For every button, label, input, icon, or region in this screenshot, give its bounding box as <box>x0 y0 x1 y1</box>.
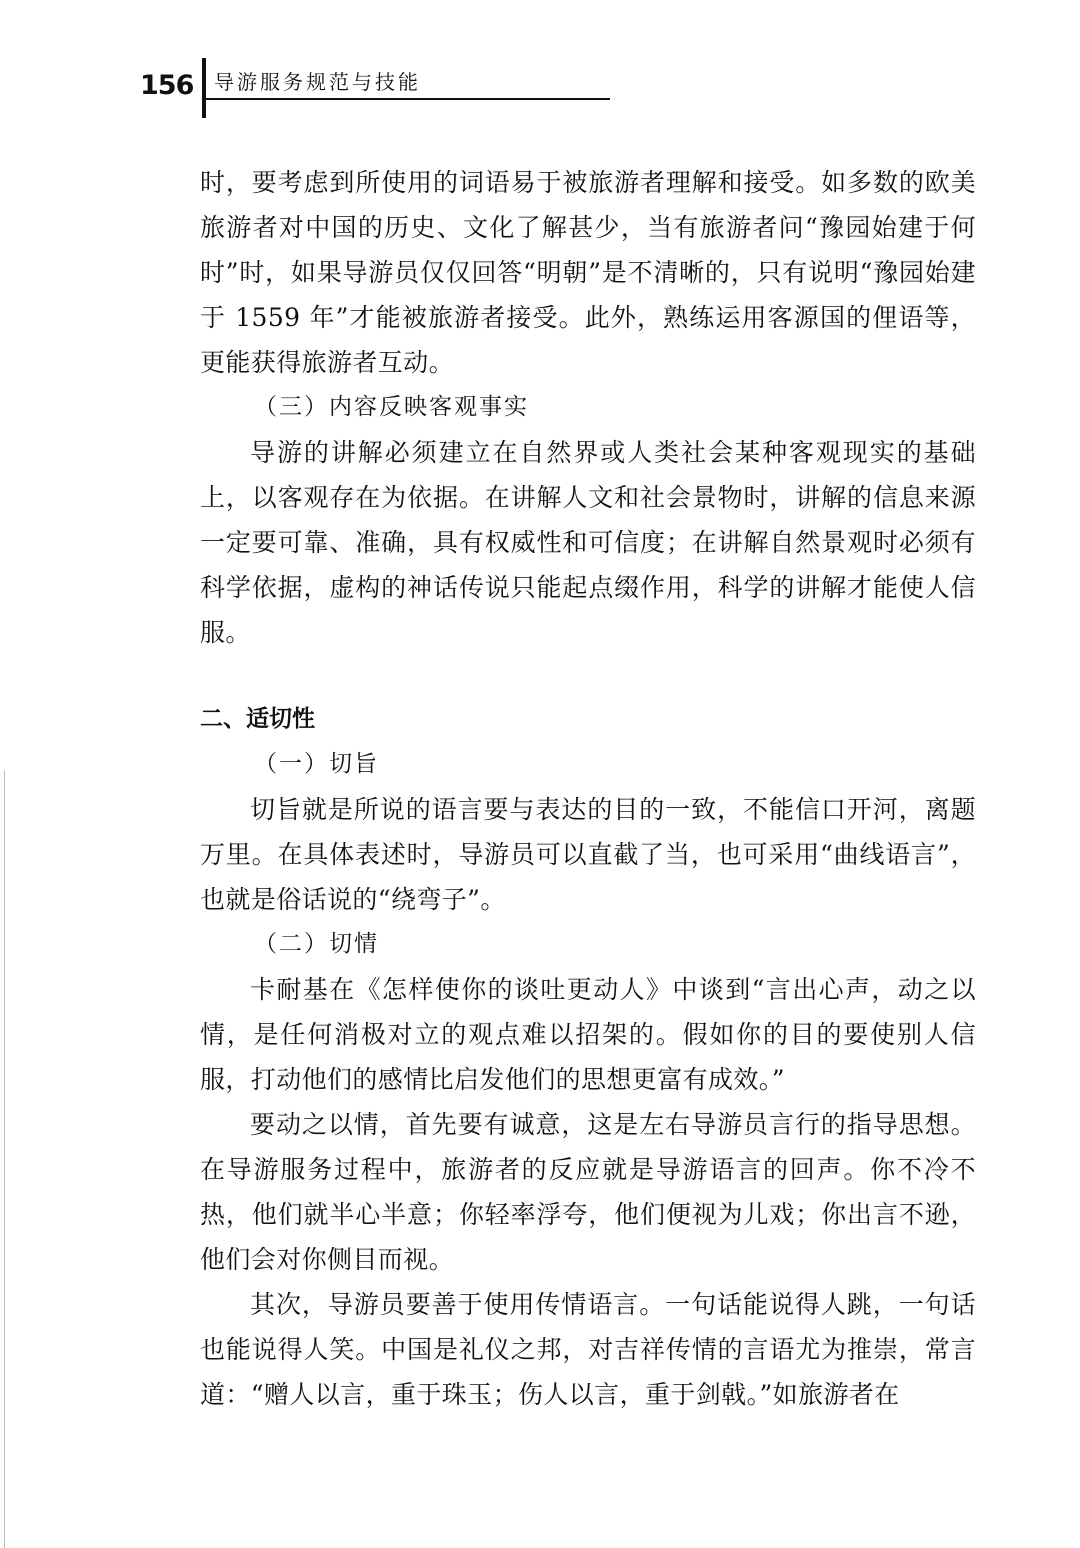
paragraph-continued: 时，要考虑到所使用的词语易于被旅游者理解和接受。如多数的欧美旅游者对中国的历史、文化了解甚少，当有旅游者问“豫园始建于何时”时，如果导游员仅仅回答“明朝”是不清晰的，只有说明“豫园始建于 1559 年”才能被旅游者接受。此外，熟练运用客源国的俚语等，更能获得旅游者互动。 <box>200 168 976 377</box>
running-header-title: 导游服务规范与技能 <box>214 70 421 94</box>
subheading-objective-facts: （三）内容反映客观事实 <box>254 394 529 420</box>
header-vertical-bar <box>202 58 206 118</box>
paragraph-sincerity: 要动之以情，首先要有诚意，这是左右导游员言行的指导思想。在导游服务过程中，旅游者的反应就是导游语言的回声。你不冷不热，他们就半心半意；你轻率浮夸，他们便视为儿戏；你出言不逊，他们会对你侧目而视。 <box>200 1110 976 1274</box>
subheading-on-purpose: （一）切旨 <box>254 751 379 777</box>
paragraph-on-purpose: 切旨就是所说的语言要与表达的目的一致，不能信口开河，离题万里。在具体表述时，导游员可以直截了当，也可采用“曲线语言”，也就是俗话说的“绕弯子”。 <box>200 795 976 914</box>
header-rule <box>204 98 610 100</box>
section-heading-appropriateness: 二、适切性 <box>200 706 315 732</box>
subheading-on-emotion: （二）切情 <box>254 931 379 957</box>
page-body <box>200 160 976 1417</box>
page-edge-rule <box>4 770 5 1548</box>
paragraph-carnegie-quote: 卡耐基在《怎样使你的谈吐更动人》中谈到“言出心声，动之以情，是任何消极对立的观点难以招架的。假如你的目的要使别人信服，打动他们的感情比启发他们的思想更富有成效。” <box>200 975 976 1094</box>
page-number: 156 <box>140 70 194 101</box>
paragraph-emotive-language: 其次，导游员要善于使用传情语言。一句话能说得人跳，一句话也能说得人笑。中国是礼仪之邦，对吉祥传情的言语尤为推崇，常言道：“赠人以言，重于珠玉；伤人以言，重于剑戟。”如旅游者在 <box>200 1290 976 1409</box>
paragraph-objective-facts: 导游的讲解必须建立在自然界或人类社会某种客观现实的基础上，以客观存在为依据。在讲解人文和社会景物时，讲解的信息来源一定要可靠、准确，具有权威性和可信度；在讲解自然景观时必须有科学依据，虚构的神话传说只能起点缀作用，科学的讲解才能使人信服。 <box>200 438 976 647</box>
